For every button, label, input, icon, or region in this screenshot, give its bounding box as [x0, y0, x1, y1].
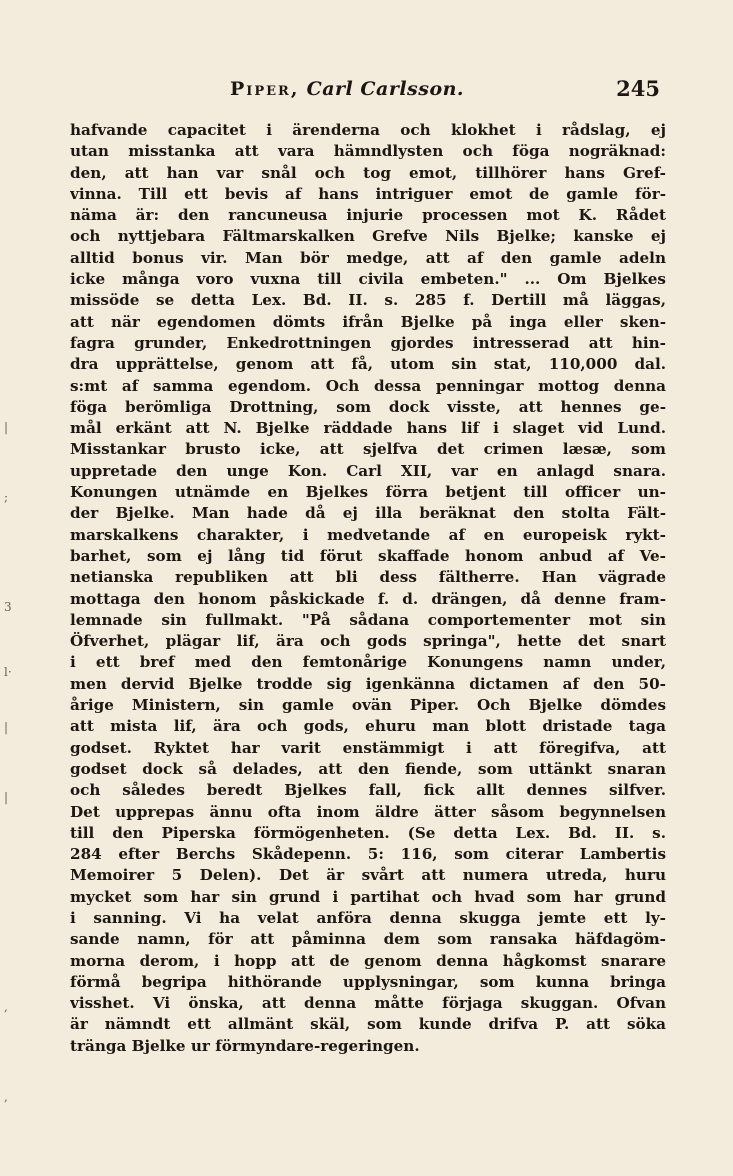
margin-mark: |	[4, 790, 9, 804]
text-line: morna derom, i hopp att de genom denna hågkomst snarare	[70, 951, 666, 970]
text-line: och nyttjebara Fältmarskalken Grefve Nils Bjelke; kanske ej	[70, 227, 666, 246]
running-head-title	[230, 78, 464, 100]
text-line: den, att han var snål och tog emot, tillhörer hans Gref-	[70, 163, 666, 182]
margin-mark: |	[4, 420, 9, 434]
text-line: men dervid Bjelke trodde sig igenkänna dictamen af den 50-	[70, 674, 666, 693]
text-line: i ett bref med den femtonårige Konungens namn under,	[70, 653, 666, 672]
margin-mark: |	[4, 720, 9, 734]
text-line: missöde se detta Lex. Bd. II. s. 285 f. Dertill må läggas,	[70, 291, 666, 310]
text-line: icke många voro vuxna till civila embeten." ... Om Bjelkes	[70, 270, 666, 289]
text-line: marskalkens charakter, i medvetande af en europeisk rykt-	[70, 525, 666, 544]
margin-mark: l·	[4, 665, 12, 679]
text-line: föga berömliga Drottning, som dock visste, att hennes ge-	[70, 397, 666, 416]
text-line: alltid bonus vir. Man bör medge, att af den gamle adeln	[70, 248, 666, 267]
text-line: lemnade sin fullmakt. "På sådana comportementer mot sin	[70, 610, 666, 629]
text-line: netianska republiken att bli dess fältherre. Han vägrade	[70, 568, 666, 587]
text-line: till den Piperska förmögenheten. (Se detta Lex. Bd. II. s.	[70, 823, 666, 842]
text-line: i sanning. Vi ha velat anföra denna skugga jemte ett ly-	[70, 908, 666, 927]
text-line: Misstankar brusto icke, att sjelfva det crimen læsæ, som	[70, 440, 666, 459]
text-line: förmå begripa hithörande upplysningar, som kunna bringa	[70, 972, 666, 991]
author-surname: Piper,	[230, 78, 300, 100]
page-number: 245	[616, 76, 660, 101]
text-line: 284 efter Berchs Skådepenn. 5: 116, som citerar Lambertis	[70, 845, 666, 864]
text-line: s:mt af samma egendom. Och dessa penningar mottog denna	[70, 376, 666, 395]
text-line: och således beredt Bjelkes fall, fick allt dennes silfver.	[70, 781, 666, 800]
text-line: Det upprepas ännu ofta inom äldre ätter såsom begynnelsen	[70, 802, 666, 821]
text-line: fagra grunder, Enkedrottningen gjordes intresserad att hin-	[70, 333, 666, 352]
text-line: årige Ministern, sin gamle ovän Piper. Och Bjelke dömdes	[70, 696, 666, 715]
margin-mark: ,	[4, 1090, 8, 1104]
text-line: tränga Bjelke ur förmyndare-regeringen.	[70, 1036, 420, 1055]
text-line: dra upprättelse, genom att få, utom sin stat, 110,000 dal.	[70, 355, 666, 374]
text-line: näma är: den rancuneusa injurie processen mot K. Rådet	[70, 206, 666, 225]
text-line: barhet, som ej lång tid förut skaffade honom anbud af Ve-	[70, 546, 666, 565]
text-line: hafvande capacitet i ärenderna och klokhet i rådslag, ej	[70, 121, 666, 139]
text-line: är nämndt ett allmänt skäl, som kunde drifva P. att söka	[70, 1015, 666, 1034]
text-line: Konungen utnämde en Bjelkes förra betjent till officer un-	[70, 483, 666, 502]
text-line: sande namn, för att påminna dem som ransaka häfdagöm-	[70, 930, 666, 949]
text-line: godset. Ryktet har varit enstämmigt i att föregifva, att	[70, 738, 666, 757]
text-line: utan misstanka att vara hämndlysten och föga nogräknad:	[70, 142, 666, 161]
margin-mark: 3	[4, 600, 12, 614]
text-line: Memoirer 5 Delen). Det är svårt att numera utreda, huru	[70, 866, 666, 885]
text-line: godset dock så delades, att den fiende, som uttänkt snaran	[70, 759, 666, 778]
margin-mark: ;	[4, 490, 9, 504]
body-text	[70, 120, 666, 1057]
text-line: mottaga den honom påskickade f. d. drängen, då denne fram-	[70, 589, 666, 608]
author-forename: Carl Carlsson.	[306, 78, 465, 100]
margin-mark: ,	[4, 1000, 8, 1014]
text-line: Öfverhet, plägar lif, ära och gods springa", hette det snart	[70, 632, 666, 651]
text-line: att mista lif, ära och gods, ehuru man blott dristade taga	[70, 717, 666, 736]
text-line: mycket som har sin grund i partihat och hvad som har grund	[70, 887, 666, 906]
text-line: att när egendomen dömts ifrån Bjelke på inga eller sken-	[70, 312, 666, 331]
text-line: der Bjelke. Man hade då ej illa beräknat den stolta Fält-	[70, 504, 666, 523]
text-line: mål erkänt att N. Bjelke räddade hans lif i slaget vid Lund.	[70, 419, 666, 438]
running-header	[70, 78, 660, 108]
text-line: visshet. Vi önska, att denna måtte förjaga skuggan. Ofvan	[70, 994, 666, 1013]
text-line: vinna. Till ett bevis af hans intriguer emot de gamle för-	[70, 184, 666, 203]
text-line: uppretade den unge Kon. Carl XII, var en anlagd snara.	[70, 461, 666, 480]
